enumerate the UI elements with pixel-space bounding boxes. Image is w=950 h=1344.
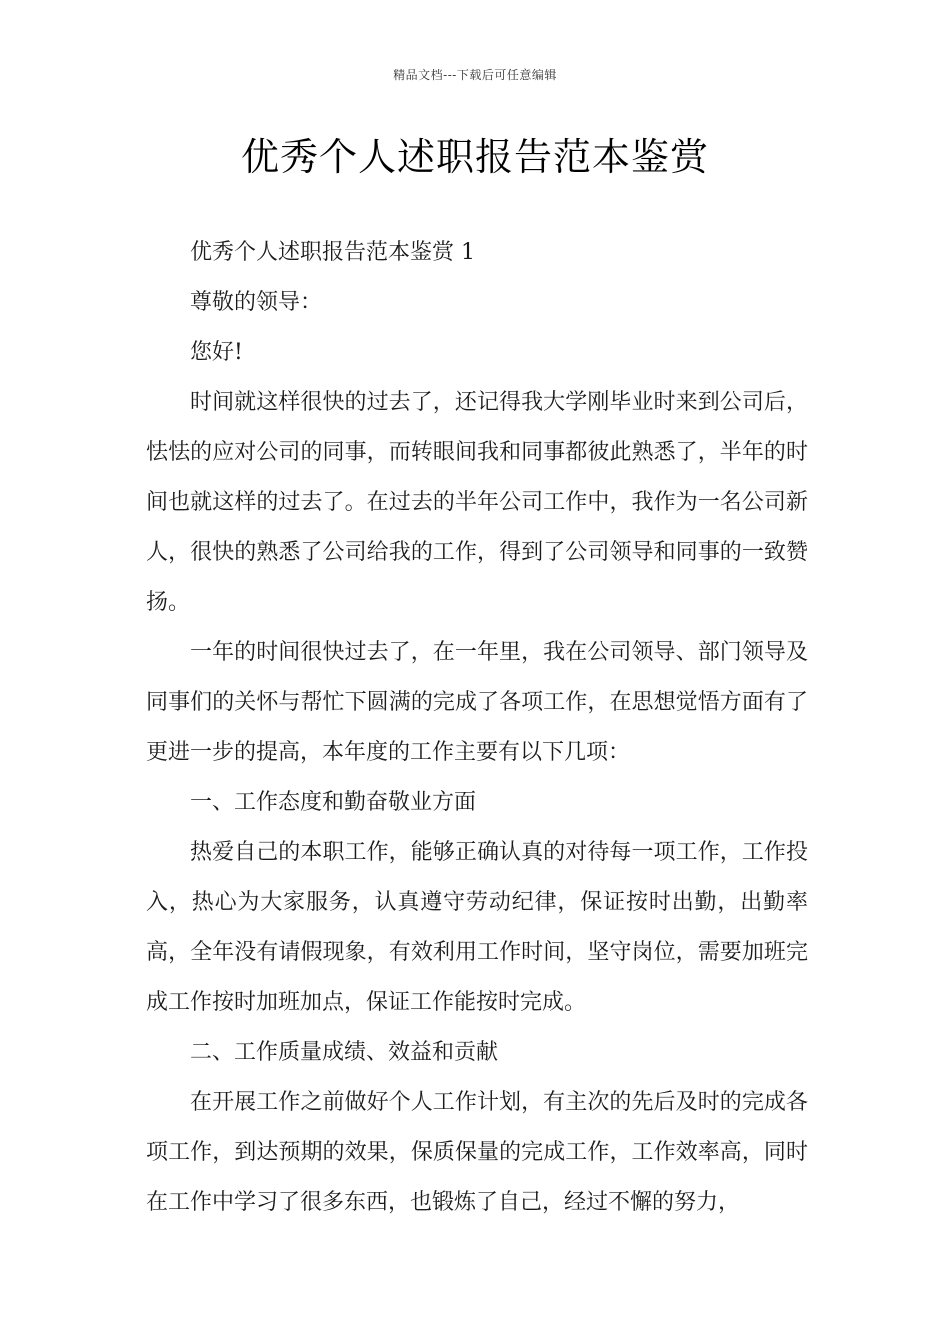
document-body <box>146 228 808 1228</box>
salutation: 尊敬的领导： <box>190 290 323 315</box>
section-heading: 一、工作态度和勤奋敬业方面 <box>190 790 477 815</box>
subtitle-paragraph: 优秀个人述职报告范本鉴赏 1 <box>190 240 475 265</box>
greeting: 您好! <box>190 340 243 365</box>
section-heading: 二、工作质量成绩、效益和贡献 <box>190 1040 499 1065</box>
body-paragraph: 一年的时间很快过去了，在一年里，我在公司领导、部门领导及同事们的关怀与帮忙下圆满的完成了各项工作，在思想觉悟方面有了更进一步的提高，本年度的工作主要有以下几项： <box>146 640 808 765</box>
body-paragraph: 热爱自己的本职工作，能够正确认真的对待每一项工作，工作投入，热心为大家服务，认真遵守劳动纪律，保证按时出勤，出勤率高，全年没有请假现象，有效利用工作时间，坚守岗位，需要加班完成工作按时加班加点，保证工作能按时完成。 <box>146 840 808 1015</box>
header-note: 精品文档---下载后可任意编辑 <box>393 68 557 82</box>
document-title: 优秀个人述职报告范本鉴赏 <box>240 135 709 179</box>
body-paragraph: 时间就这样很快的过去了，还记得我大学刚毕业时来到公司后，怯怯的应对公司的同事，而转眼间我和同事都彼此熟悉了，半年的时间也就这样的过去了。在过去的半年公司工作中，我作为一名公司新人，很快的熟悉了公司给我的工作，得到了公司领导和同事的一致赞扬。 <box>146 390 808 615</box>
body-paragraph: 在开展工作之前做好个人工作计划，有主次的先后及时的完成各项工作，到达预期的效果，保质保量的完成工作，工作效率高，同时在工作中学习了很多东西，也锻炼了自己，经过不懈的努力， <box>146 1090 808 1215</box>
